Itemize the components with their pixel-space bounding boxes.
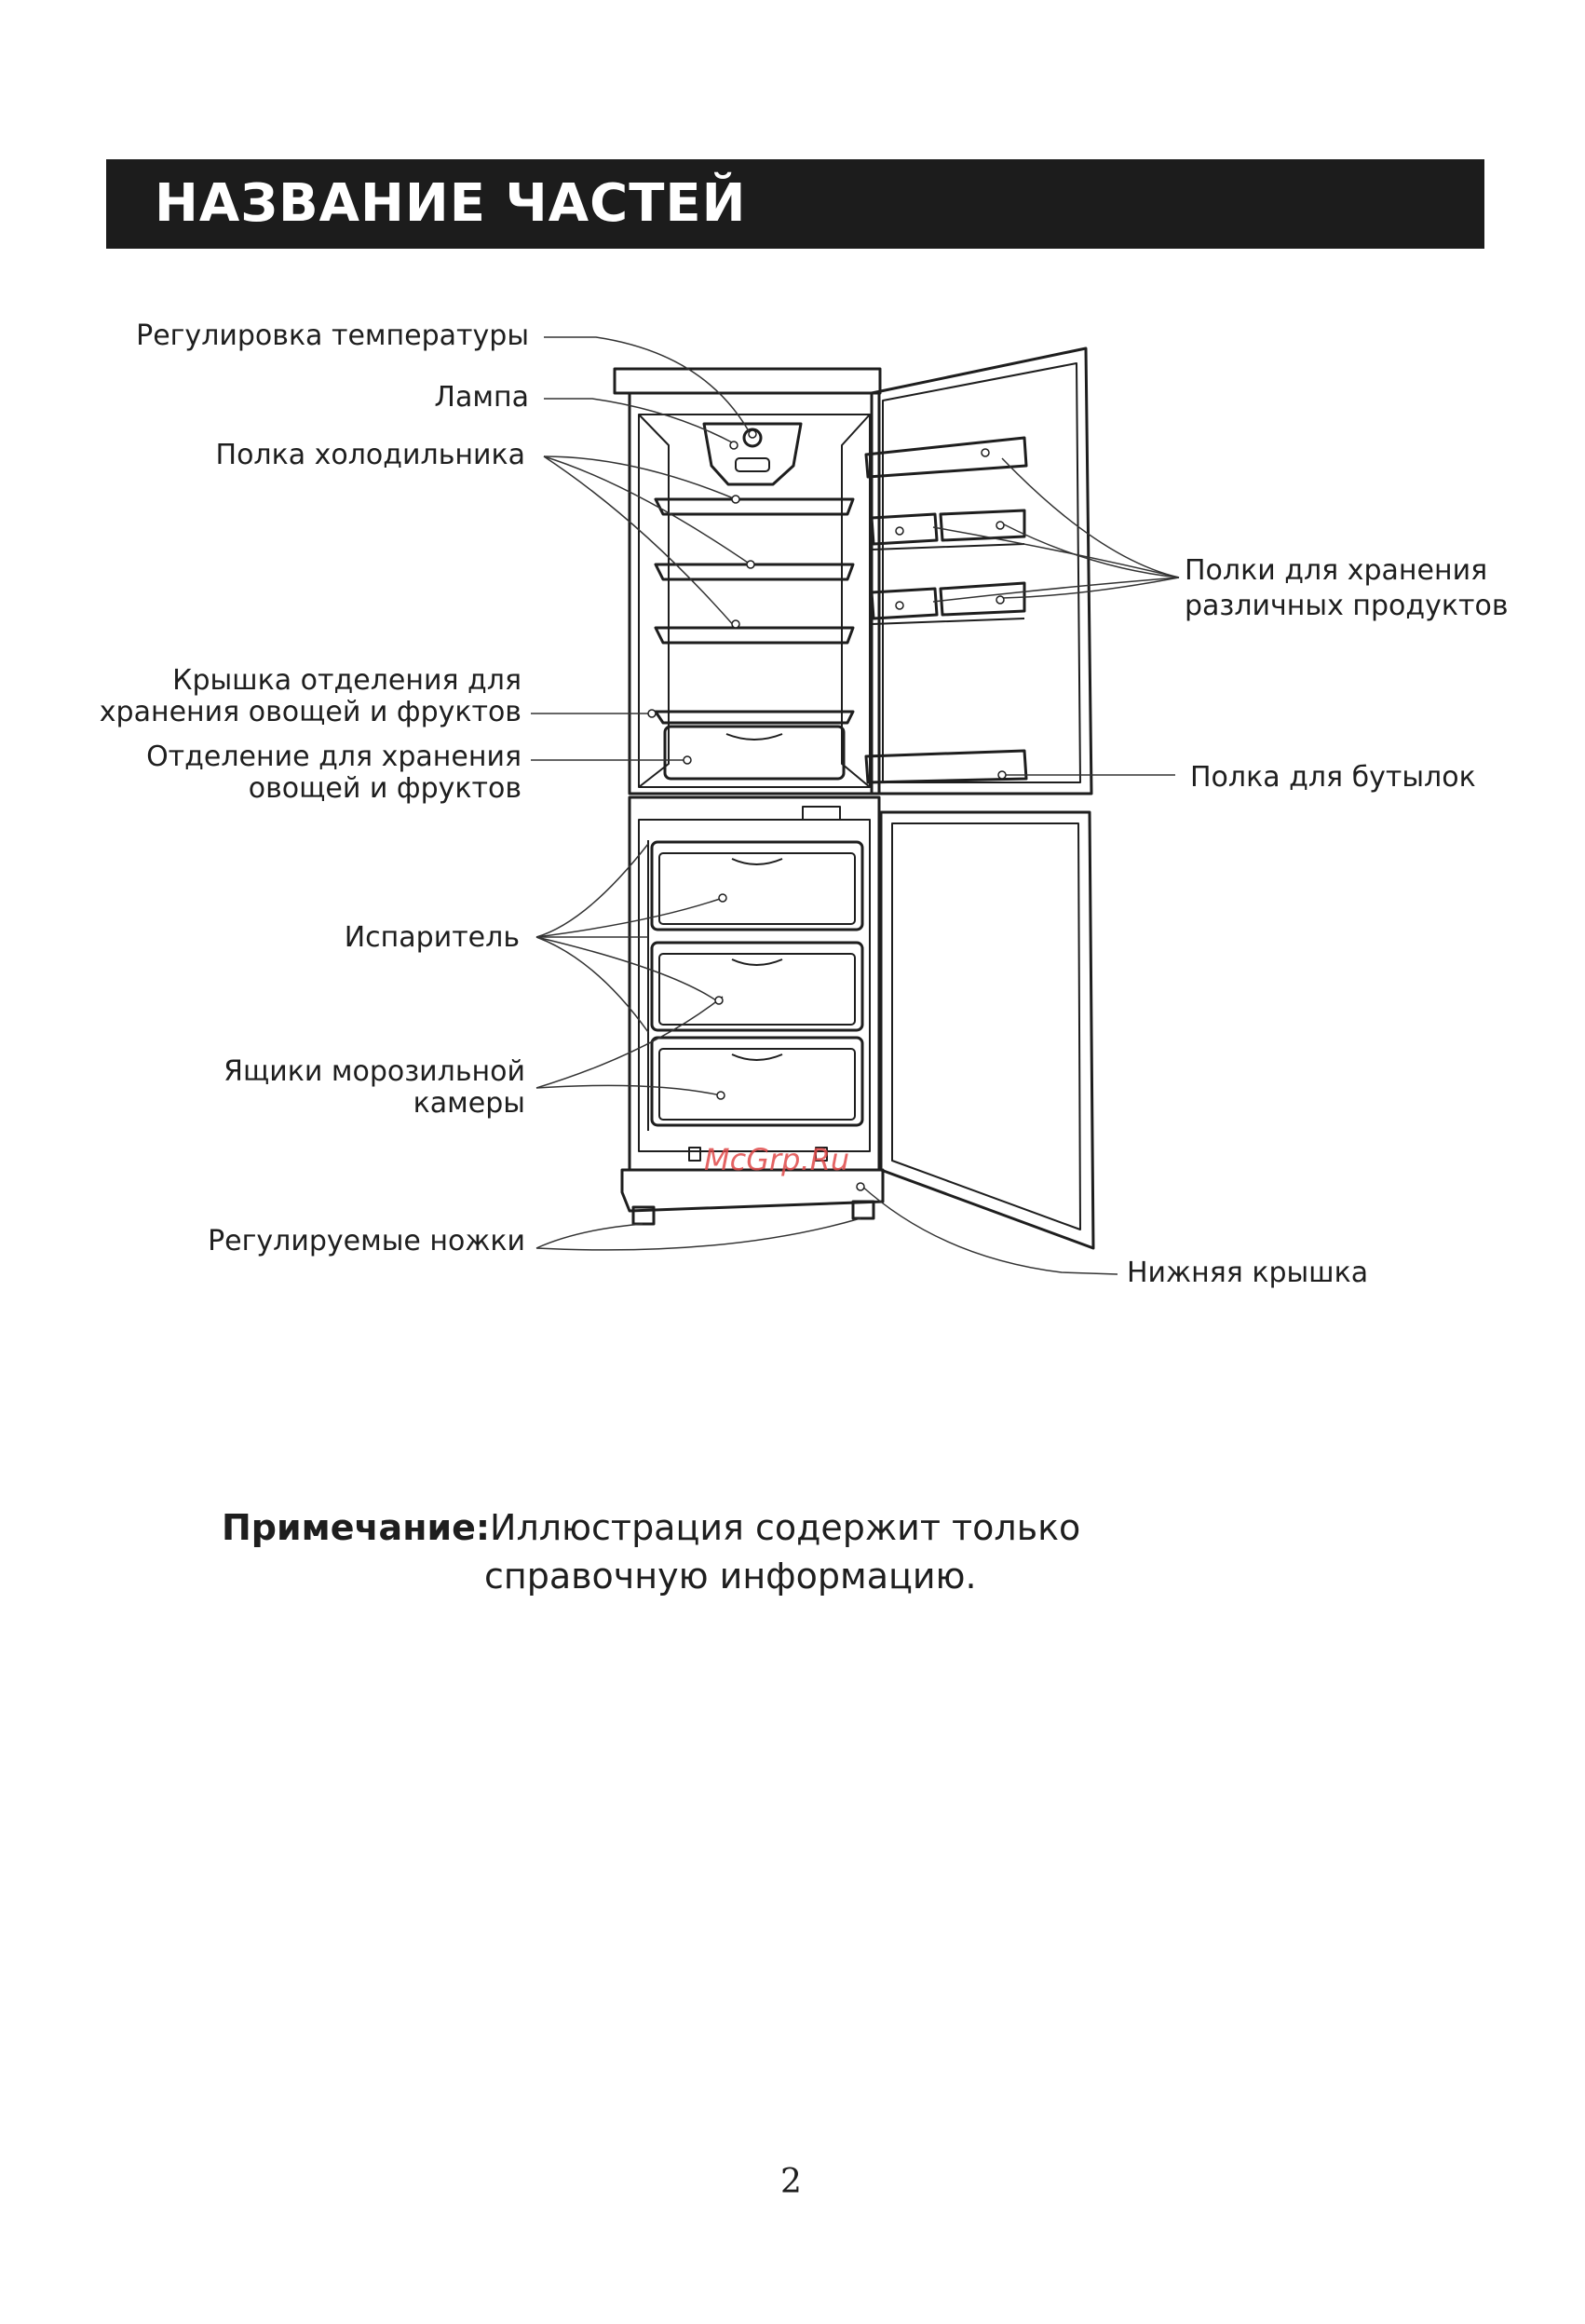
label-bottle-shelf: Полка для бутылок [1190, 761, 1476, 794]
door-bin-3 [872, 589, 937, 618]
door-shelf-top [866, 438, 1026, 477]
label-fridge-shelf: Полка холодильника [215, 439, 525, 471]
freezer-door [881, 812, 1093, 1248]
crisper-drawer [665, 727, 844, 779]
freezer-drawer-3 [652, 1038, 862, 1125]
crisper-cover [656, 712, 853, 723]
note [222, 1503, 1080, 1552]
adjustable-foot-right [853, 1202, 874, 1218]
label-temperature-control: Регулировка температуры [136, 319, 529, 352]
label-bottom-cover: Нижняя крышка [1127, 1257, 1369, 1289]
label-crisper-line1: Отделение для хранения [146, 741, 522, 773]
watermark-text: McGrp.Ru [704, 1142, 850, 1177]
page-number: 2 [780, 2163, 802, 2201]
fridge-door [872, 348, 1091, 794]
label-door-shelves-line1: Полки для хранения [1185, 554, 1488, 587]
label-crisper-cover-line1: Крышка отделения для [172, 664, 522, 697]
note-prefix: Примечание: [222, 1507, 491, 1548]
section-title: НАЗВАНИЕ ЧАСТЕЙ [155, 173, 747, 234]
label-adjustable-feet: Регулируемые ножки [208, 1225, 525, 1257]
freezer-drawer-2 [652, 943, 862, 1030]
fridge-top-cap [615, 369, 880, 393]
label-crisper-cover-line2: хранения овощей и фруктов [99, 696, 522, 728]
note-line1: Иллюстрация содержит только [490, 1507, 1081, 1548]
fridge-shelf-1 [656, 499, 853, 514]
label-lamp: Лампа [434, 381, 529, 414]
label-freezer-drawers-line2: камеры [413, 1087, 525, 1120]
freezer-drawer-1 [652, 842, 862, 930]
fridge-shelf-3 [656, 628, 853, 643]
door-bin-1 [872, 514, 937, 544]
label-crisper-line2: овощей и фруктов [248, 772, 522, 805]
label-evaporator: Испаритель [344, 921, 520, 954]
note-line2: справочную информацию. [484, 1556, 977, 1597]
label-freezer-drawers-line1: Ящики морозильной [224, 1055, 525, 1088]
label-door-shelves-line2: различных продуктов [1185, 590, 1509, 622]
